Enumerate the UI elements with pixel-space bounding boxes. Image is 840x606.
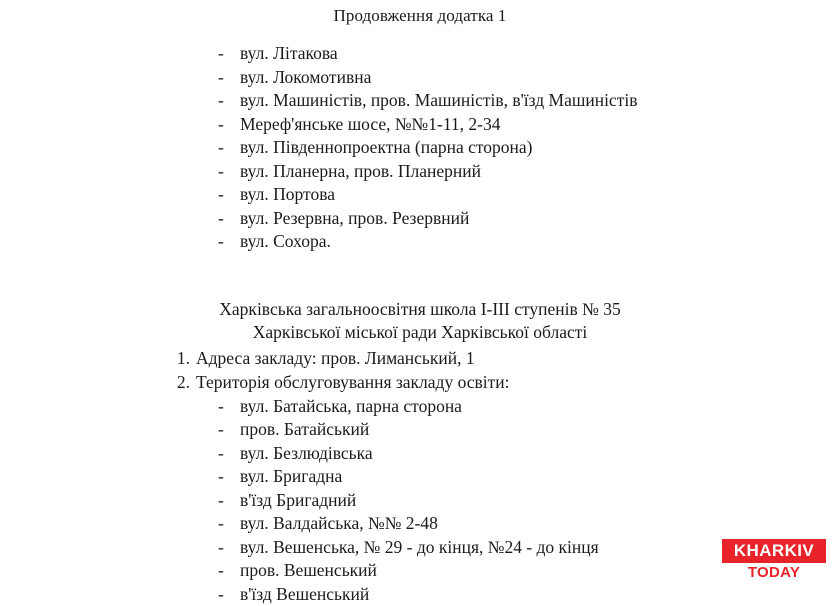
dash-bullet: - — [218, 231, 224, 252]
dash-bullet: - — [218, 395, 224, 416]
list-item-text: Адреса закладу: пров. Лиманський, 1 — [196, 347, 475, 368]
list-item — [0, 66, 840, 90]
address-text: вул. Машиністів, пров. Машиністів, в'їзд Машиністів — [240, 90, 638, 111]
list-item — [0, 346, 840, 370]
dash-bullet: - — [218, 419, 224, 440]
dash-bullet: - — [218, 43, 224, 64]
address-text: вул. Сохора. — [240, 231, 331, 252]
dash-bullet: - — [218, 184, 224, 205]
dash-bullet: - — [218, 160, 224, 181]
list-item — [0, 395, 840, 419]
dash-bullet: - — [218, 66, 224, 87]
address-text: в'їзд Бригадний — [240, 489, 357, 510]
list-item — [0, 559, 840, 583]
address-list-primary — [0, 42, 840, 254]
address-text: вул. Літакова — [240, 43, 338, 64]
list-marker: 1. — [176, 347, 190, 368]
address-text: вул. Безлюдівська — [240, 442, 373, 463]
list-item — [0, 370, 840, 394]
watermark-kharkiv-today — [722, 539, 826, 580]
list-item — [0, 42, 840, 66]
dash-bullet: - — [218, 466, 224, 487]
school-numbered-list — [0, 346, 840, 394]
address-text: вул. Вешенська, № 29 - до кінця, №24 - до кінця — [240, 536, 599, 557]
watermark-bottom-text: TODAY — [747, 564, 801, 581]
list-marker: 2. — [176, 371, 190, 392]
dash-bullet: - — [218, 513, 224, 534]
address-text: вул. Портова — [240, 184, 336, 205]
list-item — [0, 136, 840, 160]
address-text: в'їзд Вешенський — [240, 583, 370, 604]
school-heading-line2: Харківської міської ради Харківської області — [252, 321, 588, 342]
list-item — [0, 113, 840, 137]
list-item — [0, 418, 840, 442]
address-text: вул. Планерна, пров. Планерний — [240, 160, 482, 181]
dash-bullet: - — [218, 90, 224, 111]
address-text: вул. Південнопроектна (парна сторона) — [240, 137, 533, 158]
list-item-text: Територія обслуговування закладу освіти: — [196, 371, 510, 392]
dash-bullet: - — [218, 113, 224, 134]
dash-bullet: - — [218, 207, 224, 228]
list-item — [0, 89, 840, 113]
list-item — [0, 583, 840, 606]
address-text: пров. Вешенський — [240, 560, 377, 581]
list-item — [0, 183, 840, 207]
address-list-school — [0, 395, 840, 606]
dash-bullet: - — [218, 137, 224, 158]
page-title: Продовження додатка 1 — [333, 6, 507, 25]
list-item — [0, 160, 840, 184]
address-text: Мереф'янське шосе, №№1-11, 2-34 — [240, 113, 501, 134]
first-address-block — [0, 42, 840, 254]
address-text: вул. Резервна, пров. Резервний — [240, 207, 470, 228]
dash-bullet: - — [218, 442, 224, 463]
list-item — [0, 536, 840, 560]
address-text: вул. Валдайська, №№ 2-48 — [240, 513, 438, 534]
dash-bullet: - — [218, 583, 224, 604]
list-item — [0, 489, 840, 513]
dash-bullet: - — [218, 560, 224, 581]
list-item — [0, 207, 840, 231]
dash-bullet: - — [218, 489, 224, 510]
list-item — [0, 465, 840, 489]
school-heading — [0, 298, 840, 344]
address-text: вул. Локомотивна — [240, 66, 372, 87]
watermark-top-text: KHARKIV — [722, 539, 826, 563]
list-item — [0, 442, 840, 466]
address-text: вул. Батайська, парна сторона — [240, 395, 462, 416]
list-item — [0, 230, 840, 254]
address-text: пров. Батайський — [240, 419, 370, 440]
address-text: вул. Бригадна — [240, 466, 343, 487]
school-heading-line1: Харківська загальноосвітня школа I-III ступенів № 35 — [219, 298, 621, 319]
dash-bullet: - — [218, 536, 224, 557]
list-item — [0, 512, 840, 536]
